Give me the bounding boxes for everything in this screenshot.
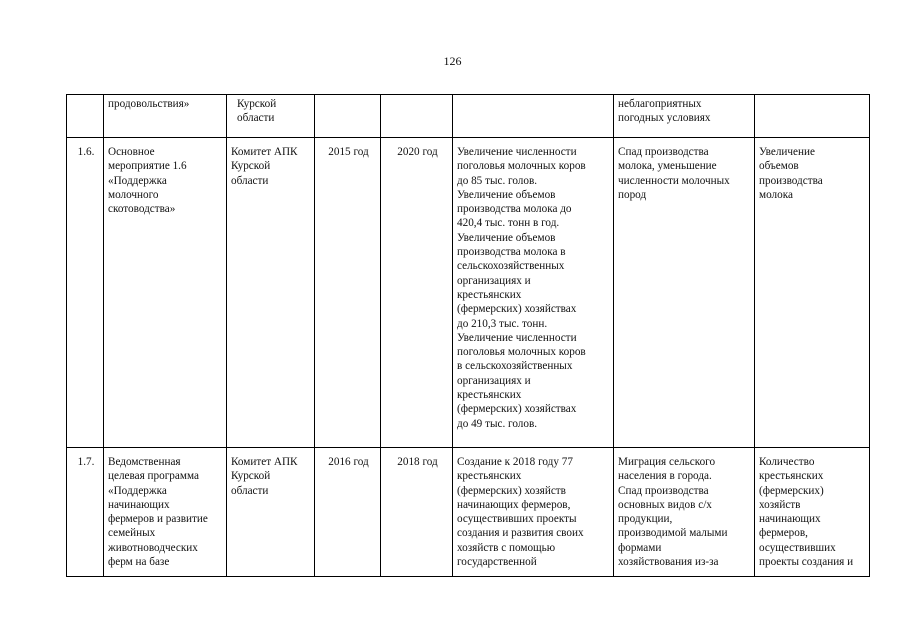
event-name: Ведомственная целевая программа «Поддержка начинающих фермеров и развитие семейных животноводческих ферм на базе: [108, 456, 208, 569]
start-year: 2015 год: [315, 138, 381, 448]
executor: Комитет АПК Курской области: [231, 456, 298, 497]
start-year: 2016 год: [315, 448, 381, 577]
expected-result: Увеличение численности поголовья молочных коров до 85 тыс. голов. Увеличение объемов производства молока до 420,4 тыс. тонн в год. Увеличение объемов производства молока в сельскохозяйственных организациях и крестьянских (фермерских) хозяйствах до 210,3 тыс. тонн. Увеличение численности поголовья молочных коров в сельскохозяйственных организациях и крестьянских (фермерских) хозяйствах до 49 тыс. голов.: [453, 138, 614, 448]
event-name: продовольствия»: [104, 95, 227, 138]
indicators-cell: [755, 448, 870, 577]
row-number: 1.6.: [67, 138, 104, 448]
executor: Комитет АПК Курской области: [227, 138, 315, 448]
event-name-cell: [104, 448, 227, 577]
indicators: Количество крестьянских (фермерских) хозяйств начинающих фермеров, осуществивших проекты создания и: [759, 456, 854, 569]
expected-result-cell: [453, 448, 614, 577]
executor: Курской области: [227, 95, 315, 138]
consequences-cell: [614, 448, 755, 577]
executor-cell: [227, 448, 315, 577]
row-number: 1.7.: [67, 448, 104, 577]
page-number: 126: [443, 54, 462, 68]
table-row: [67, 448, 870, 577]
start-year: [315, 95, 381, 138]
expected-result: [453, 95, 614, 138]
program-table: [66, 94, 870, 577]
consequences: неблагоприятных погодных условиях: [614, 95, 755, 138]
expected-result: Создание к 2018 году 77 крестьянских (фермерских) хозяйств начинающих фермеров, осуществивших проекты создания и развития своих хозяйств с помощью государственной: [457, 456, 584, 569]
end-year: 2018 год: [381, 448, 453, 577]
table-row: [67, 138, 870, 448]
consequences: Спад производства молока, уменьшение численности молочных пород: [614, 138, 755, 448]
event-name: Основное мероприятие 1.6 «Поддержка молочного скотоводства»: [104, 138, 227, 448]
row-number: [67, 95, 104, 138]
table-row: [67, 95, 870, 138]
indicators: Увеличение объемов производства молока: [755, 138, 870, 448]
consequences: Миграция сельского населения в города. Спад производства основных видов с/х продукции, производимой малыми формами хозяйствования из-за: [618, 456, 728, 569]
indicators: [755, 95, 870, 138]
end-year: [381, 95, 453, 138]
end-year: 2020 год: [381, 138, 453, 448]
